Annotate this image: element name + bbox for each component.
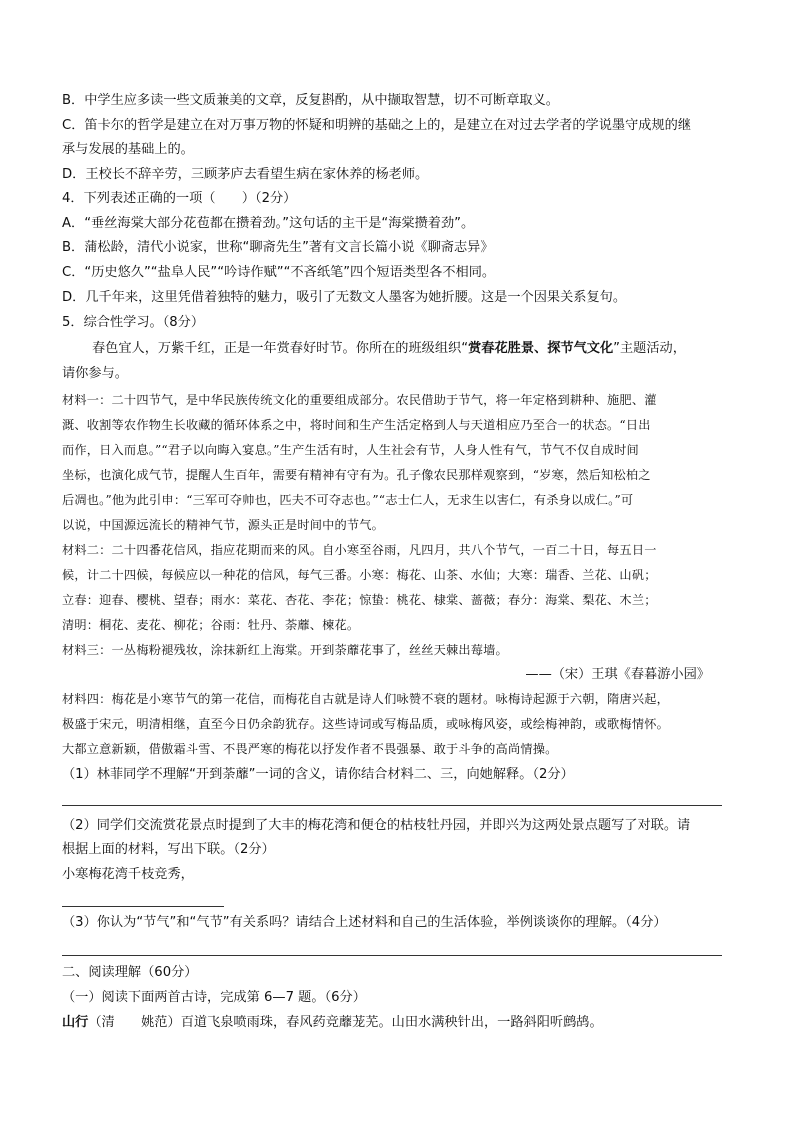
poem-line (62, 1014, 603, 1032)
q5-sub2-line1: （2）同学们交流赏花景点时提到了大丰的梅花湾和便仓的枯枝牡丹园，并即兴为这两处景点题写了对联。请 (62, 818, 691, 833)
q5-intro (92, 340, 686, 358)
q5-stem: 5．综合性学习。（8分） (62, 315, 205, 330)
q5-intro-pre: 春色宜人，万紫千红，正是一年赏春好时节。你所在的班级组织“ (92, 341, 469, 356)
q5-intro-line2: 请你参与。 (62, 366, 128, 381)
q5-sub1: （1）林菲同学不理解“开到荼蘼”一词的含义，请你结合材料二、三，向她解释。（2分） (62, 767, 574, 782)
section2-title: 二、阅读理解（60分） (62, 965, 198, 980)
q3-option-d: D．王校长不辞辛劳，三顾茅庐去看望生病在家休养的杨老师。 (62, 167, 429, 182)
material3-text: 材料三：一丛梅粉褪残妆，涂抹新红上海棠。开到荼蘼花事了，丝丝天棘出莓墙。 (62, 643, 508, 657)
q4-stem: 4．下列表述正确的一项（ ）（2分） (62, 191, 297, 206)
material3-source: ——（宋）王琪《春暮游小园》 (525, 667, 710, 682)
answer-line-2[interactable] (62, 906, 224, 907)
q4-option-b: B．蒲松龄，清代小说家，世称“聊斋先生”著有文言长篇小说《聊斋志异》 (62, 240, 494, 255)
material4-line: 大都立意新颖，借傲霜斗雪、不畏严寒的梅花以抒发作者不畏强暴、敢于斗争的高尚情操。 (62, 742, 558, 756)
section2-part1: （一）阅读下面两首古诗，完成第 6—7 题。（6分） (62, 990, 366, 1005)
q3-option-c-line2: 承与发展的基础上的。 (62, 142, 194, 157)
material2-line: 清明：桐花、麦花、柳花；谷雨：牡丹、荼蘼、楝花。 (62, 618, 360, 632)
material2-line: 立春：迎春、樱桃、望春；雨水：菜花、杏花、李花；惊蛰：桃花、棣棠、蔷薇；春分：海棠、梨花、木兰； (62, 593, 657, 607)
q5-sub2-line2: 根据上面的材料，写出下联。（2分） (62, 842, 275, 857)
material1-line: 而作，日入而息。”“君子以向晦入宴息。”生产生活有时，人生社会有节，人身人性有气，节气不仅自成时间 (62, 443, 639, 457)
poem-text: 百道飞泉喷雨珠，春风药竞蘼茏芜。山田水满秧针出，一路斜阳听鹧鸪。 (180, 1015, 603, 1030)
material1-line: 以说，中国源远流长的精神气节，源头正是时间中的节气。 (62, 518, 385, 532)
material2-line: 材料二：二十四番花信风，指应花期而来的风。自小寒至谷雨，凡四月，共八个节气，一百二十日，每五日一 (62, 543, 657, 557)
q4-option-c: C．“历史悠久”“盐阜人民”“吟诗作赋”“不吝纸笔”四个短语类型各不相同。 (62, 265, 496, 280)
q4-option-d: D．几千年来，这里凭借着独特的魅力，吸引了无数文人墨客为她折腰。这是一个因果关系复句。 (62, 290, 627, 305)
material2-line: 候，计二十四候，每候应以一种花的信风，每气三番。小寒：梅花、山茶、水仙；大寒：瑞香、兰花、山矾； (62, 568, 657, 582)
material1-line: 材料一：二十四节气，是中华民族传统文化的重要组成部分。农民借助于节气，将一年定格到耕种、施肥、灌 (62, 393, 657, 407)
q3-option-c-line1: C．笛卡尔的哲学是建立在对万事万物的怀疑和明辨的基础之上的，是建立在对过去学者的学说墨守成规的继 (62, 118, 692, 133)
poem-author: （清 姚范） (88, 1015, 181, 1030)
q5-intro-bold: 赏春花胜景、探节气文化 (468, 341, 614, 356)
material1-line: 溉、收割等农作物生长收藏的循环体系之中，将时间和生产生活定格到人与天道相应乃至合一的状态。“日出 (62, 418, 651, 432)
material4-line: 材料四：梅花是小寒节气的第一花信，而梅花自古就是诗人们咏赞不衰的题材。咏梅诗起源于六朝，隋唐兴起， (62, 692, 669, 706)
answer-line-3[interactable] (62, 955, 722, 956)
material4-line: 极盛于宋元，明清相继，直至今日仍余韵犹存。这些诗词或写梅品质，或咏梅风姿，或绘梅神韵，或歌梅情怀。 (62, 717, 669, 731)
material1-line: 坐标，也演化成气节，提醒人生百年，需要有精神有守有为。孔子像农民那样观察到，“岁寒，然后知松柏之 (62, 468, 651, 482)
q5-intro-post: ”主题活动， (613, 341, 686, 356)
material1-line: 后凋也。”他为此引申：“三军可夺帅也，匹夫不可夺志也。”“志士仁人，无求生以害仁，有杀身以成仁。”可 (62, 493, 634, 507)
q5-sub2-couplet: 小寒梅花湾千枝竞秀， (62, 867, 194, 882)
answer-line-1[interactable] (62, 805, 722, 806)
q4-option-a: A．“垂丝海棠大部分花苞都在攒着劲。”这句话的主干是“海棠攒着劲”。 (62, 216, 475, 231)
q5-sub3: （3）你认为“节气”和“气节”有关系吗？请结合上述材料和自己的生活体验，举例谈谈你的理解。（4分） (62, 915, 667, 930)
q3-option-b: B．中学生应多读一些文质兼美的文章，反复斟酌，从中撷取智慧，切不可断章取义。 (62, 93, 559, 108)
poem-title: 山行 (62, 1015, 89, 1030)
